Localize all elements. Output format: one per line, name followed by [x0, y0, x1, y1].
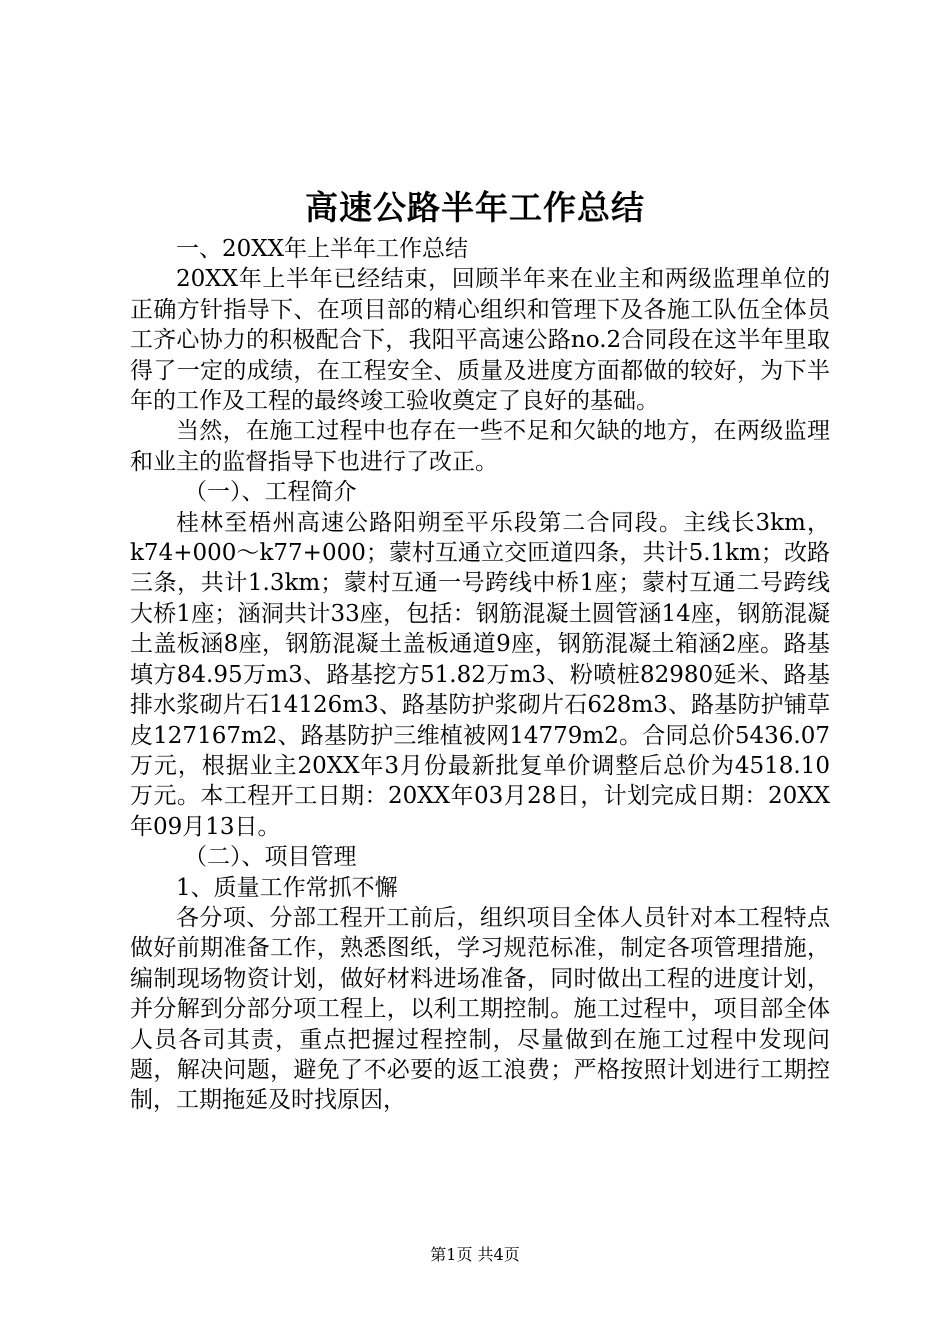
document-body [130, 234, 830, 1116]
paragraph-overview: 20XX年上半年已经结束，回顾半年来在业主和两级监理单位的正确方针指导下、在项目部的精心组织和管理下及各施工队伍全体员工齐心协力的积极配合下，我阳平高速公路no.2合同段在这半年里取得了一定的成绩，在工程安全、质量及进度方面都做的较好，为下半年的工作及工程的最终竣工验收奠定了良好的基础。 [130, 266, 830, 415]
subsection-heading-project-management: （二）、项目管理 [184, 844, 357, 871]
page-footer: 第1页 共4页 [430, 1245, 520, 1264]
paragraph-project-intro: 桂林至梧州高速公路阳朔至平乐段第二合同段。主线长3km，k74+000～k77+000；蒙村互通立交匝道四条，共计5.1km；改路三条，共计1.3km；蒙村互通一号跨线中桥1座；蒙村互通二号跨线大桥1座；涵洞共计33座，包括：钢筋混凝土圆管涵14座，钢筋混凝土盖板涵8座，钢筋混凝土盖板通道9座，钢筋混凝土箱涵2座。路基填方84.95万m3、路基挖方51.82万m3、粉喷桩82980延米、路基排水浆砌片石14126m3、路基防护浆砌片石628m3、路基防护铺草皮127167m2、路基防护三维植被网14779m2。合同总价5436.07万元，根据业主20XX年3月份最新批复单价调整后总价为4518.10万元。本工程开工日期：20XX年03月28日，计划完成日期：20XX年09月13日。 [130, 509, 830, 840]
section-heading-1: 一、20XX年上半年工作总结 [176, 236, 469, 262]
paragraph-shortcomings: 当然，在施工过程中也存在一些不足和欠缺的地方，在两级监理和业主的监督指导下也进行了改正。 [130, 418, 830, 475]
document-title: 高速公路半年工作总结 [305, 188, 645, 227]
item-heading-quality: 1、质量工作常抓不懈 [176, 874, 398, 901]
subsection-heading-project-intro: （一）、工程简介 [184, 479, 357, 506]
paragraph-quality: 各分项、分部工程开工前后，组织项目全体人员针对本工程特点做好前期准备工作，熟悉图纸，学习规范标准，制定各项管理措施，编制现场物资计划，做好材料进场准备，同时做出工程的进度计划，并分解到分部分项工程上，以利工期控制。施工过程中，项目部全体人员各司其责，重点把握过程控制，尽量做到在施工过程中发现问题，解决问题，避免了不必要的返工浪费；严格按照计划进行工期控制，工期拖延及时找原因， [130, 904, 830, 1114]
